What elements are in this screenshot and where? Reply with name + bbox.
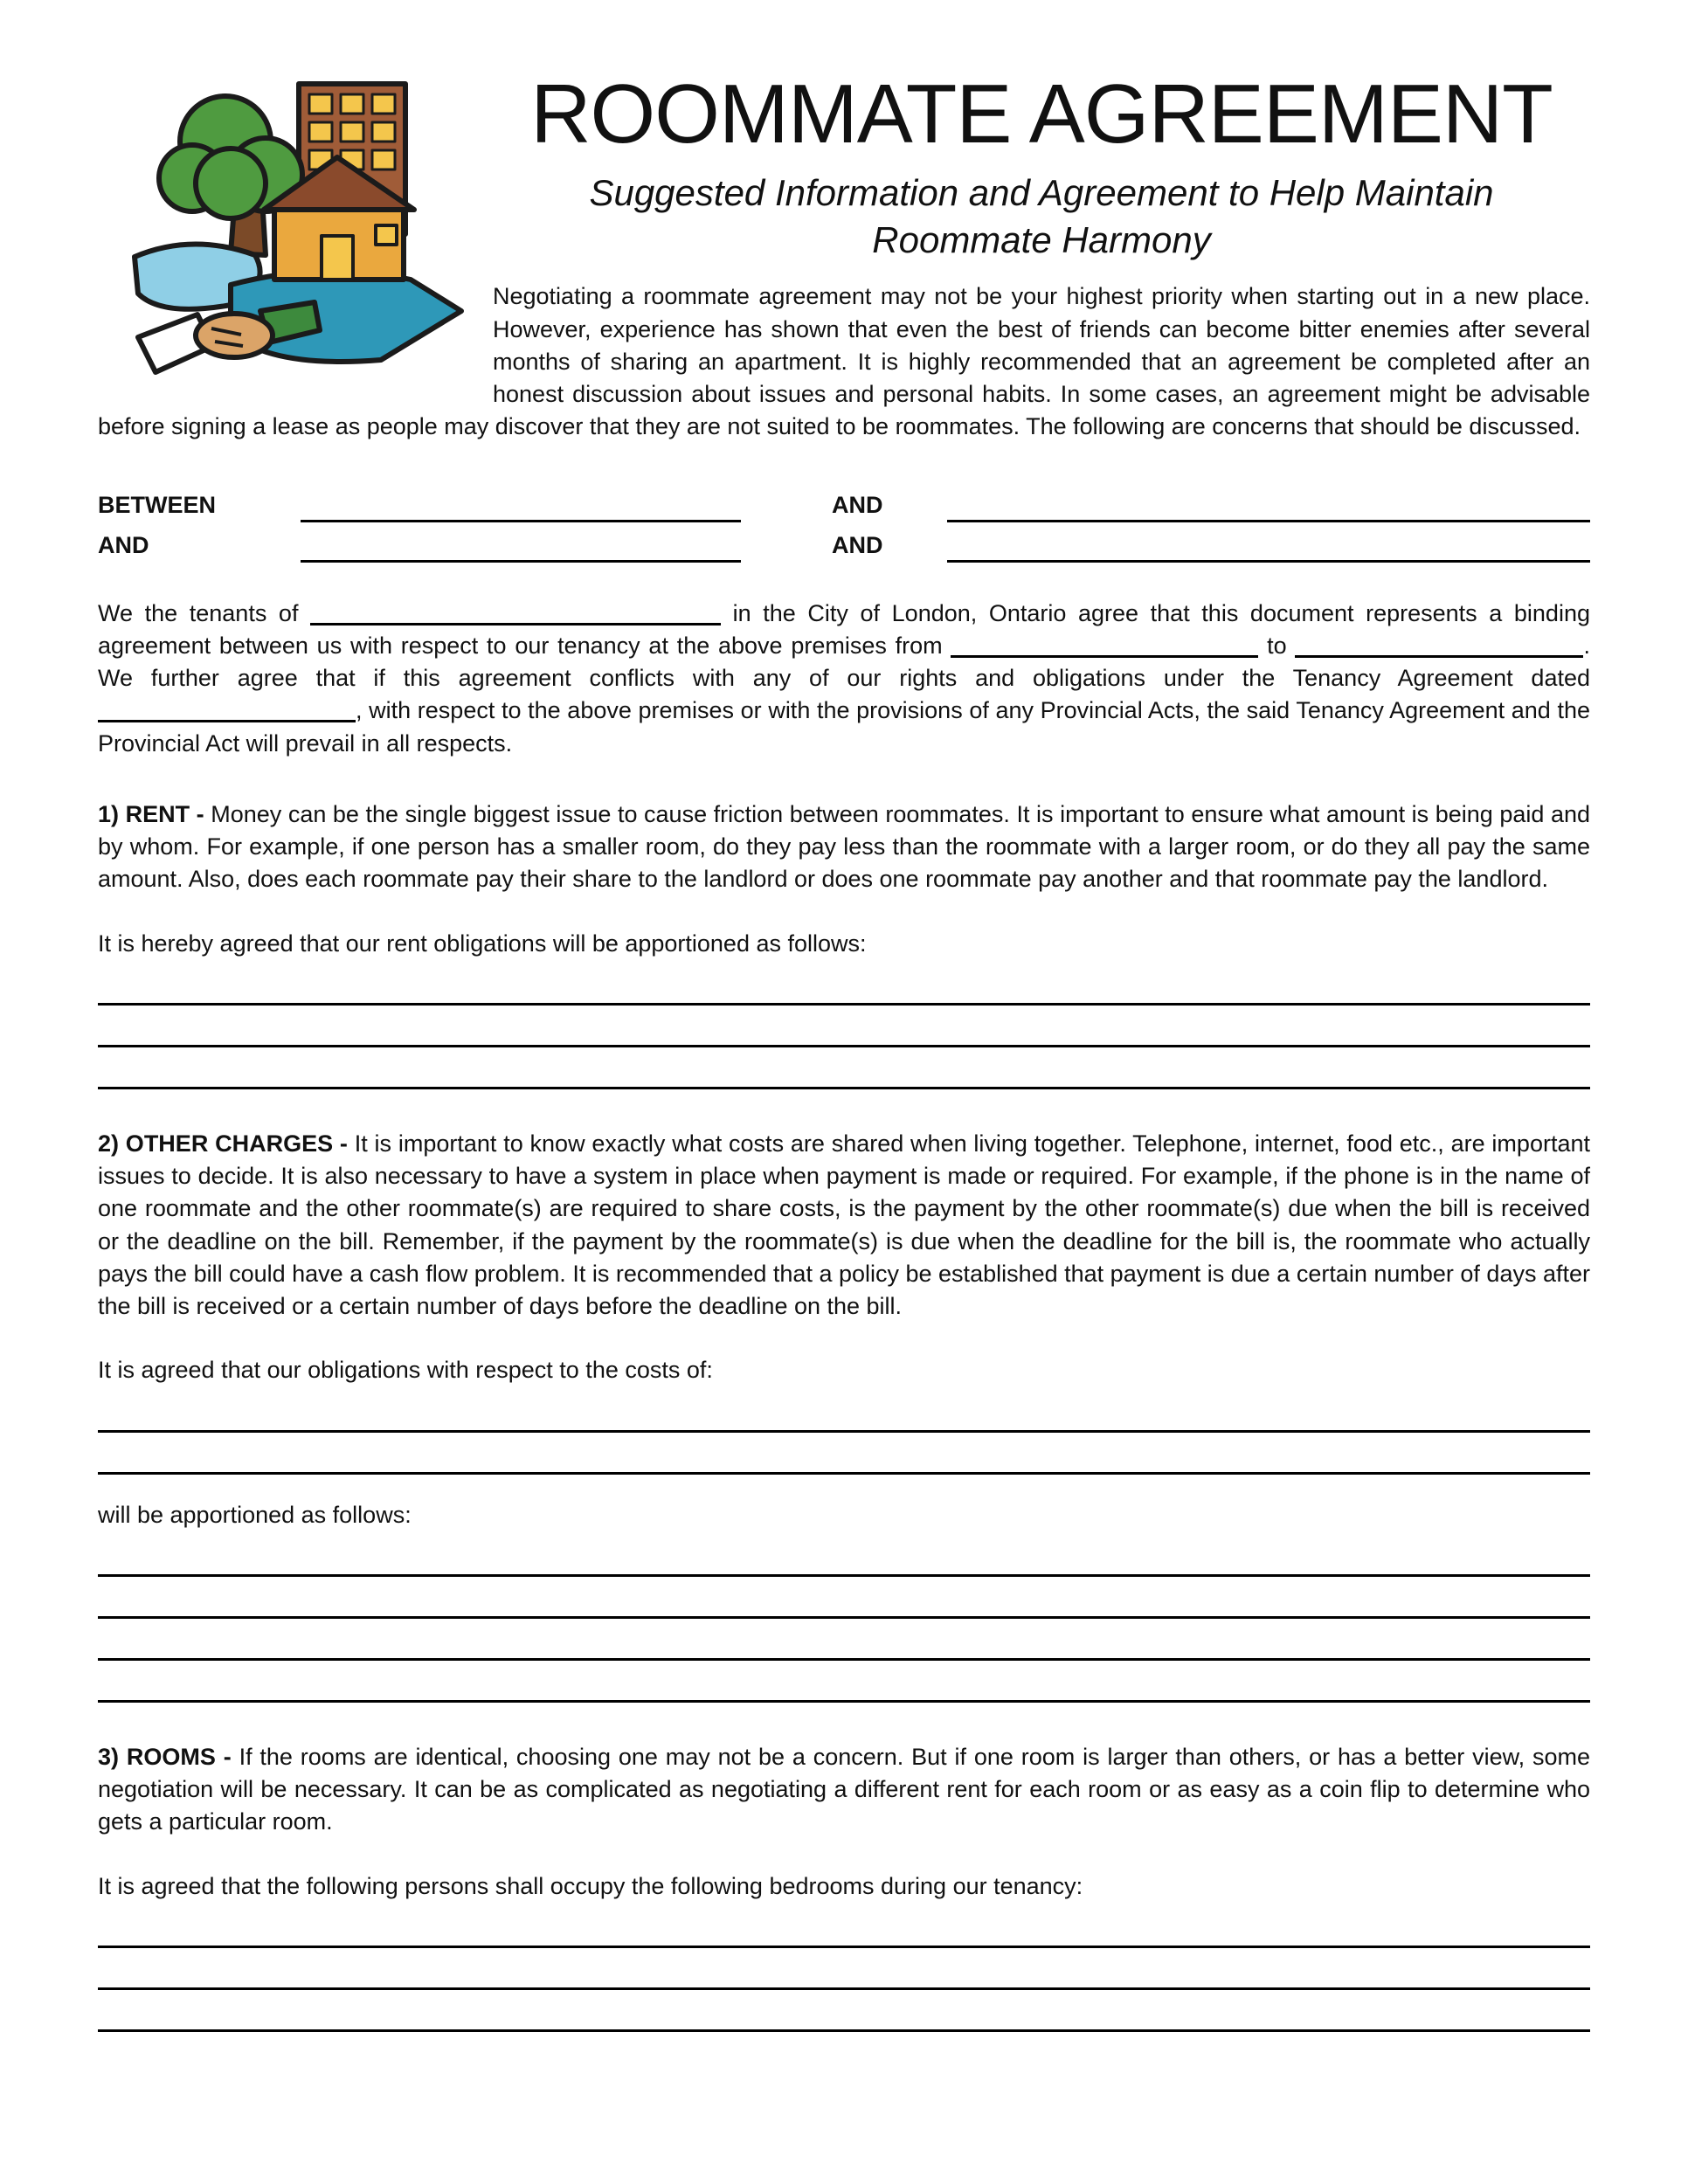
- section-heading: 2) OTHER CHARGES -: [98, 1130, 348, 1157]
- rent-prompt: It is hereby agreed that our rent obligations will be apportioned as follows:: [98, 930, 867, 957]
- party-name-line[interactable]: [947, 491, 1590, 522]
- between-label: BETWEEN: [98, 492, 216, 519]
- section-heading: 1) RENT -: [98, 800, 204, 827]
- section-rent: [98, 798, 1590, 896]
- section-body: Money can be the single biggest issue to cause friction between roommates. It is important to ensure what amount is being paid and by whom. For example, if one person has a smaller room, do they pay less than the roommate with a larger room, or do they all pay the same amount. Also, does each roommate pay their share to the landlord or does one roommate pay another and that roommate pay the landlord.: [98, 800, 1591, 893]
- charges-costs-fill-lines: [98, 1391, 1590, 1475]
- fill-in-line[interactable]: [98, 964, 1590, 1006]
- party-row: [98, 482, 1590, 522]
- tenancy-end-date-blank[interactable]: [1295, 635, 1583, 658]
- fill-in-line[interactable]: [98, 1906, 1590, 1948]
- section-heading: 3) ROOMS -: [98, 1743, 232, 1770]
- text-segment: We the tenants of: [98, 599, 299, 626]
- party-name-line[interactable]: [301, 491, 741, 522]
- fill-in-line[interactable]: [98, 1948, 1590, 1990]
- subtitle-line-2: Roommate Harmony: [872, 218, 1211, 260]
- subtitle-line-1: Suggested Information and Agreement to Help Maintain: [589, 171, 1494, 213]
- tenancy-agreement-date-blank[interactable]: [98, 700, 356, 722]
- and-label: AND: [832, 532, 883, 559]
- charges-apportion-prompt: will be apportioned as follows:: [98, 1501, 412, 1528]
- fill-in-line[interactable]: [98, 1990, 1590, 2032]
- handshake-icon: [138, 302, 320, 372]
- fill-in-line[interactable]: [98, 1391, 1590, 1433]
- and-label: AND: [832, 492, 883, 519]
- rooms-prompt: It is agreed that the following persons shall occupy the following bedrooms during our tenancy:: [98, 1872, 1083, 1899]
- rent-fill-lines: [98, 964, 1590, 1089]
- intro-paragraph: Negotiating a roommate agreement may not be your highest priority when starting out in a new place. However, experience has shown that even the best of friends can become bitter enemies after several months of sharing an apartment. It is highly recommended that an agreement be completed after an honest discussion about issues and personal habits. In some cases, an agreement might be advisable before signing a lease as people may discover that they are not suited to be roommates. The following are concerns that should be discussed.: [98, 283, 1590, 440]
- party-name-line[interactable]: [947, 531, 1590, 563]
- charges-apportion-fill-lines: [98, 1535, 1590, 1703]
- text-segment: , with respect to the above premises or with the provisions of any Provincial Acts, the said Tenancy Agreement and the Provincial Act will prevail in all respects.: [98, 697, 1590, 757]
- tenancy-start-date-blank[interactable]: [951, 635, 1258, 658]
- rooms-fill-lines: [98, 1906, 1590, 2032]
- fill-in-line[interactable]: [98, 1661, 1590, 1703]
- charges-costs-prompt: It is agreed that our obligations with respect to the costs of:: [98, 1357, 713, 1384]
- premises-address-blank[interactable]: [310, 603, 721, 625]
- text-segment: to: [1267, 632, 1287, 659]
- and-label: AND: [98, 532, 149, 559]
- text-segment: . We further agree that if this agreement conflicts with any of our rights and obligations under the Tenancy Agreement dated: [98, 632, 1590, 691]
- section-rooms: [98, 1741, 1590, 1839]
- party-row: [98, 522, 1590, 563]
- fill-in-line[interactable]: [98, 1535, 1590, 1577]
- fill-in-line[interactable]: [98, 1577, 1590, 1619]
- house-tree-building-handshake-icon: [128, 77, 470, 381]
- section-body: If the rooms are identical, choosing one may not be a concern. But if one room is larger than others, or has a better view, some negotiation will be necessary. It can be as complicated as negotiating a different rent for each room or as easy as a coin flip to determine who gets a particular room.: [98, 1743, 1590, 1835]
- document-title: ROOMMATE AGREEMENT: [530, 67, 1553, 161]
- section-body: It is important to know exactly what costs are shared when living together. Telephone, internet, food etc., are important issues to decide. It is also necessary to have a system in place when payment is made or required. For example, if the phone is in the name of one roommate and the other roommate(s) are required to share costs, is the payment by the other roommate(s) due when the bill is received or the deadline on the bill. Remember, if the payment by the roommate(s) is due when the deadline for the bill is, the roommate who actually pays the bill could have a cash flow problem. It is recommended that a policy be established that payment is due a certain number of days after the bill is received or a certain number of days before the deadline on the bill.: [98, 1130, 1590, 1319]
- fill-in-line[interactable]: [98, 1619, 1590, 1661]
- fill-in-line[interactable]: [98, 1006, 1590, 1047]
- fill-in-line[interactable]: [98, 1433, 1590, 1475]
- roommate-clipart: [128, 77, 470, 381]
- fill-in-line[interactable]: [98, 1047, 1590, 1089]
- parties-section: [98, 482, 1590, 563]
- tenancy-paragraph: [98, 598, 1590, 760]
- section-other-charges: [98, 1128, 1590, 1324]
- party-name-line[interactable]: [301, 531, 741, 563]
- text-segment: in the City of London, Ontario agree that this document represents a binding agreement between us with respect to our tenancy at the above premises from: [98, 599, 1590, 659]
